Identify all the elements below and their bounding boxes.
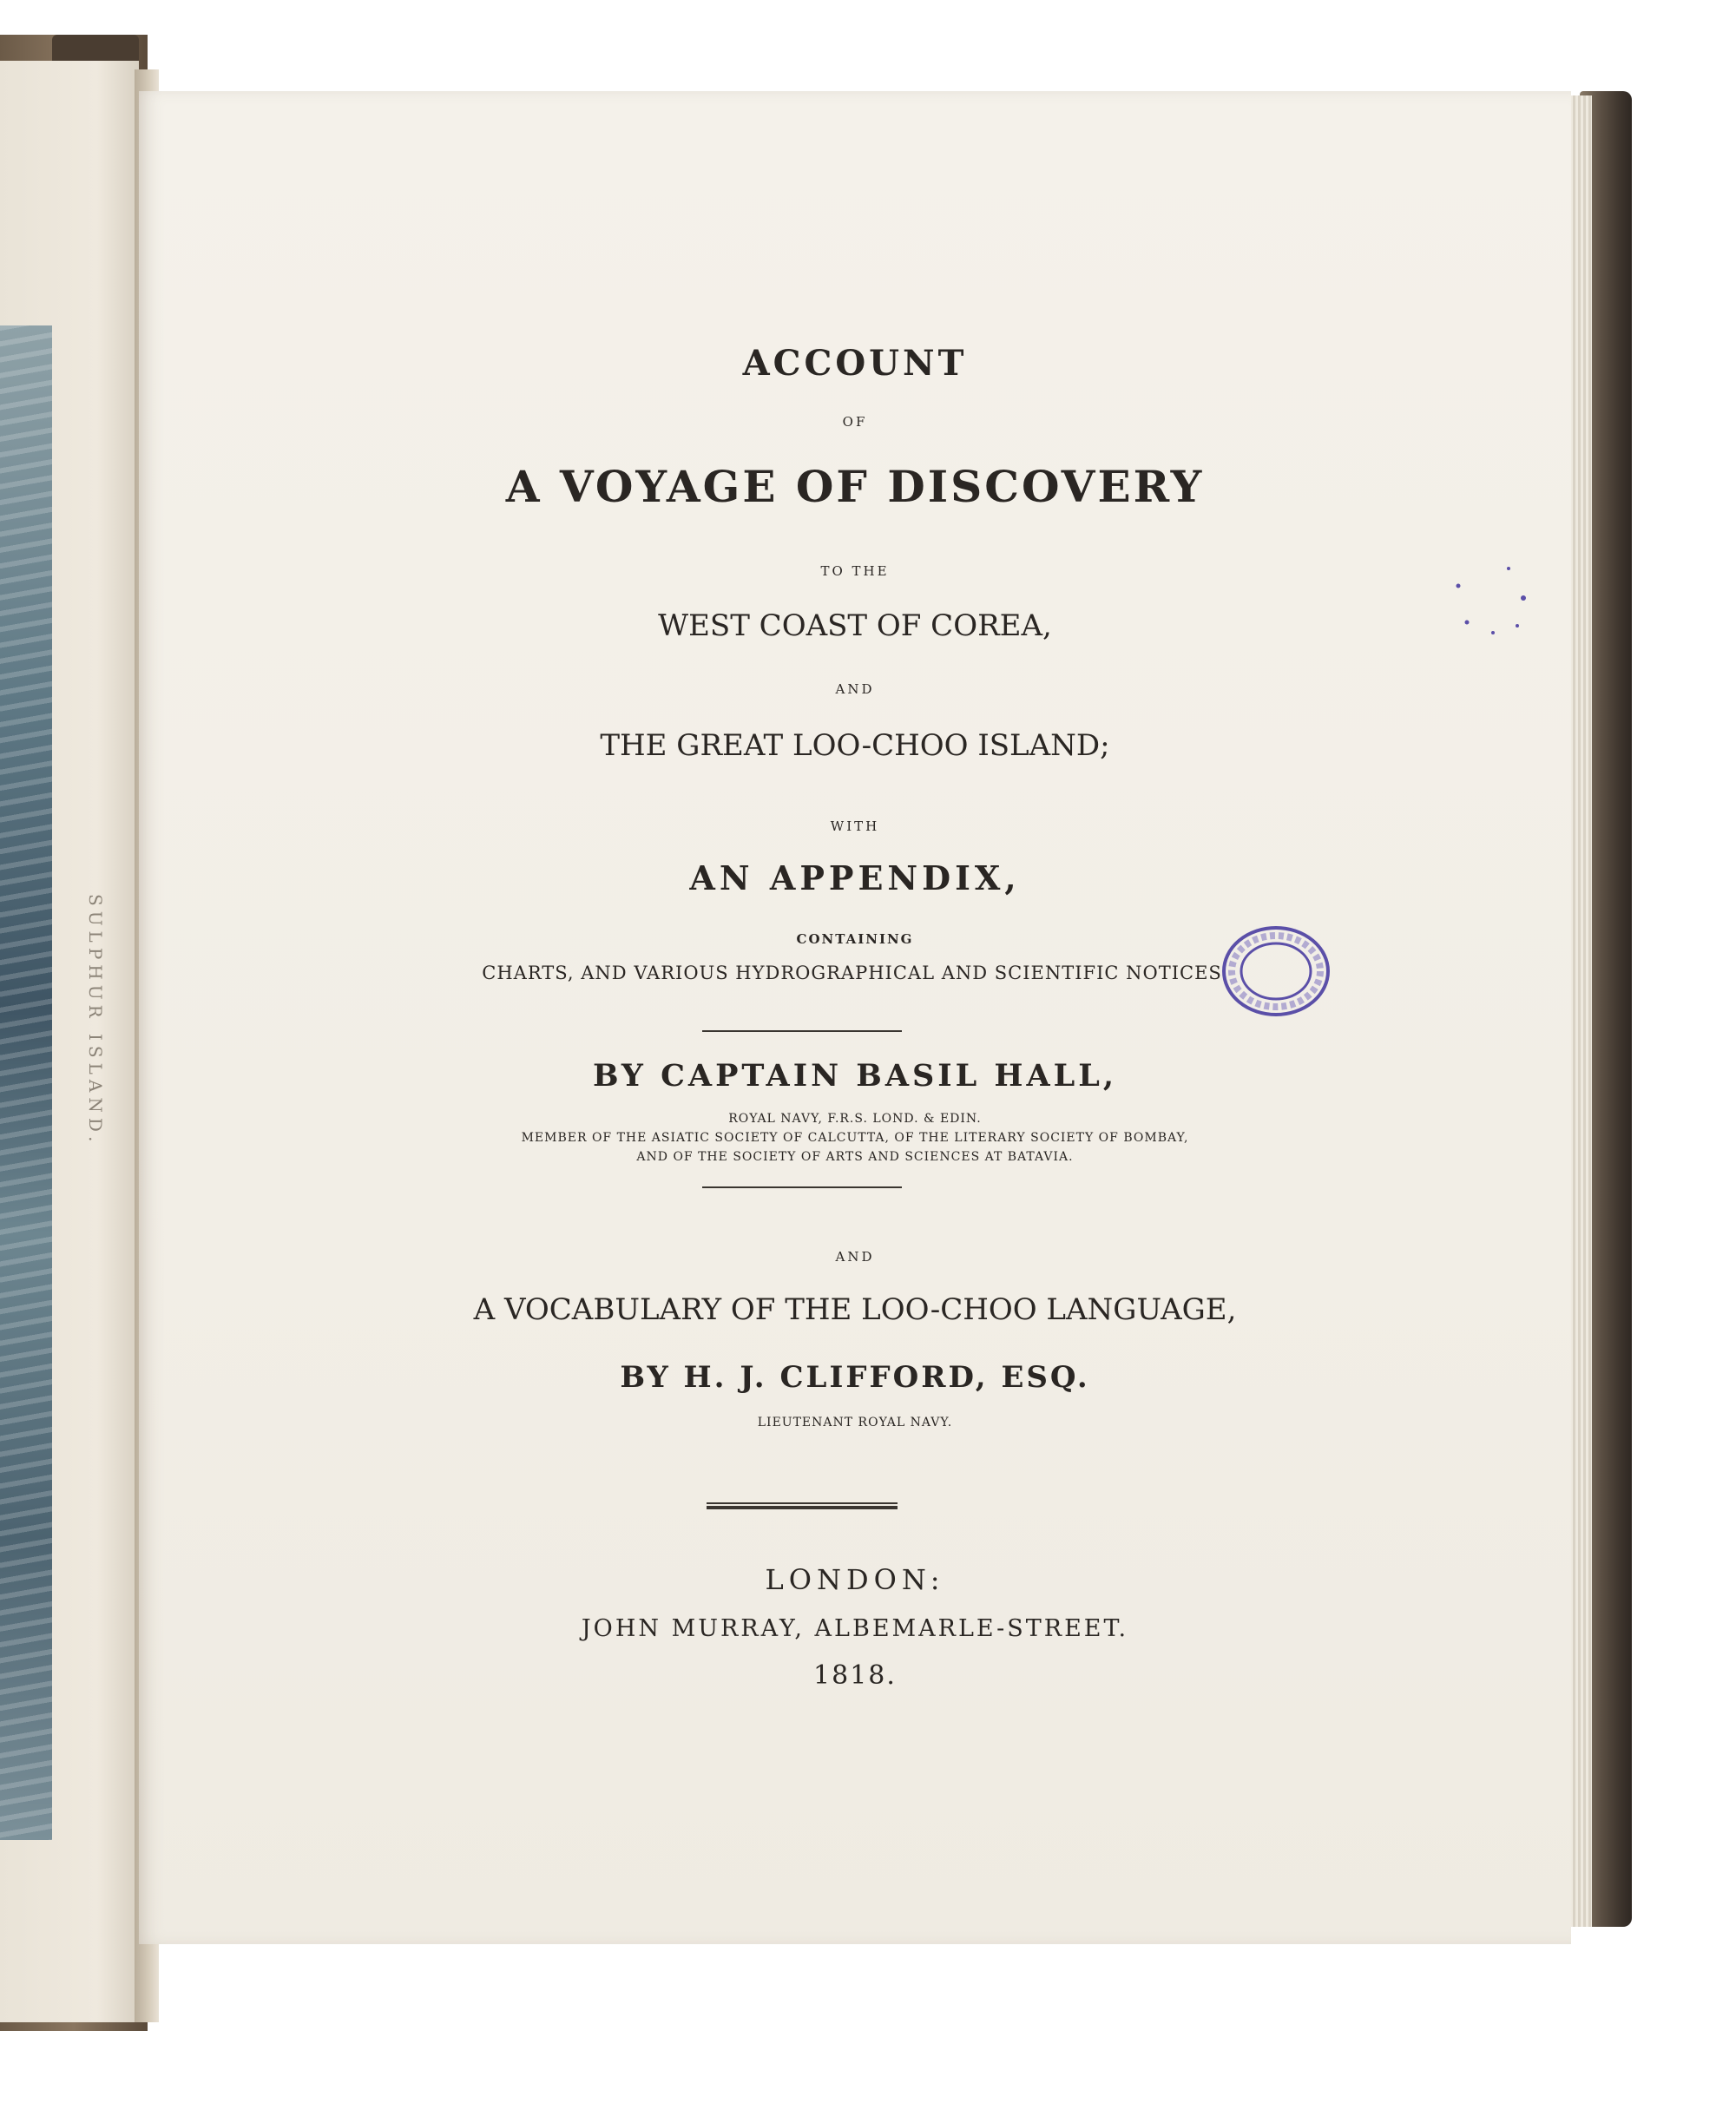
title-co-author: BY H. J. CLIFFORD, ESQ. <box>620 1360 1090 1395</box>
title-publisher: JOHN MURRAY, ALBEMARLE-STREET. <box>581 1615 1129 1642</box>
title-voyage: A VOYAGE OF DISCOVERY <box>505 461 1205 512</box>
title-charts: CHARTS, AND VARIOUS HYDROGRAPHICAL AND SCIENTIFIC NOTICES. <box>482 963 1228 983</box>
double-rule <box>707 1502 898 1509</box>
plate-caption-text: SULPHUR ISLAND. <box>85 894 106 1147</box>
title-author: BY CAPTAIN BASIL HALL, <box>592 1058 1118 1094</box>
title-and-1: AND <box>835 681 875 697</box>
left-page <box>0 61 139 2022</box>
title-great-island: THE GREAT LOO-CHOO ISLAND; <box>600 728 1110 763</box>
title-with: WITH <box>830 818 880 834</box>
title-credentials-1: ROYAL NAVY, F.R.S. LOND. & EDIN. <box>728 1112 982 1126</box>
title-and-2: AND <box>835 1249 875 1265</box>
title-co-author-rank: LIEUTENANT ROYAL NAVY. <box>757 1416 953 1429</box>
title-of: OF <box>842 414 868 430</box>
title-account: ACCOUNT <box>742 343 968 384</box>
rule-1 <box>702 1030 902 1032</box>
library-stamp-icon <box>1220 923 1332 1020</box>
title-appendix: AN APPENDIX, <box>689 858 1021 897</box>
title-to-the: TO THE <box>820 563 890 579</box>
plate-caption <box>80 894 115 1206</box>
title-page <box>139 91 1571 1944</box>
title-credentials-2: MEMBER OF THE ASIATIC SOCIETY OF CALCUTTA, OF THE LITERARY SOCIETY OF BOMBAY, <box>521 1131 1189 1145</box>
title-vocabulary: A VOCABULARY OF THE LOO-CHOO LANGUAGE, <box>473 1292 1237 1327</box>
title-year: 1818. <box>813 1660 897 1691</box>
title-west-coast: WEST COAST OF COREA, <box>658 608 1052 643</box>
title-containing: CONTAINING <box>796 931 914 947</box>
rule-2 <box>702 1186 902 1188</box>
faint-stamp-mark-icon <box>1441 560 1536 647</box>
title-place: LONDON: <box>765 1563 945 1596</box>
title-credentials-3: AND OF THE SOCIETY OF ARTS AND SCIENCES AT BATAVIA. <box>636 1150 1074 1164</box>
plate-illustration <box>0 325 52 1840</box>
